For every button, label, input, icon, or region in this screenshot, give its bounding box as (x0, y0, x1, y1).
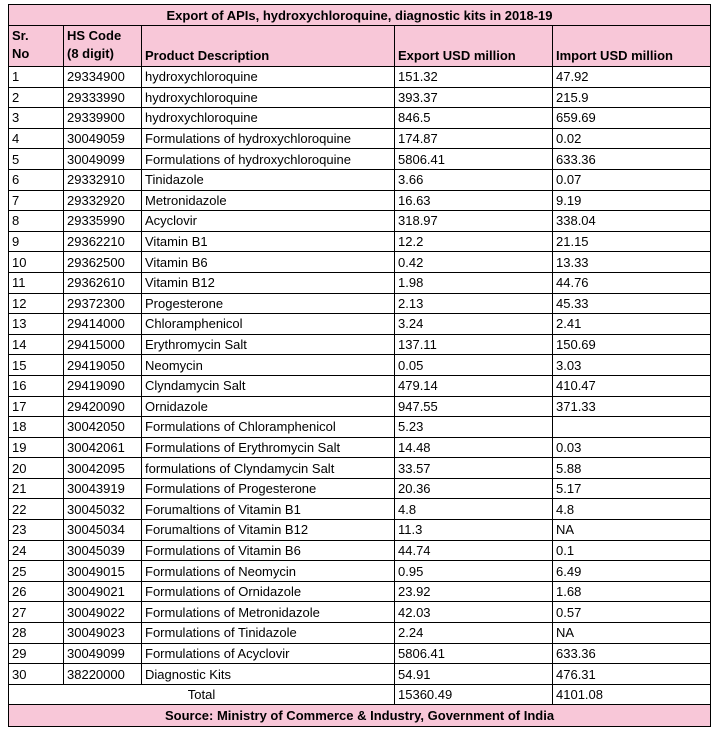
hs-code-cell: 29419050 (64, 355, 142, 376)
export-cell: 5.23 (395, 417, 553, 438)
export-cell: 846.5 (395, 108, 553, 129)
export-cell: 318.97 (395, 211, 553, 232)
table-body (9, 67, 711, 685)
product-cell: Progesterone (142, 293, 395, 314)
table-row (9, 293, 711, 314)
import-cell: 45.33 (553, 293, 711, 314)
hs-code-cell: 30049099 (64, 643, 142, 664)
header-hs-line1: HS Code (67, 28, 122, 43)
sr-cell: 2 (9, 87, 64, 108)
hs-code-cell: 29362210 (64, 231, 142, 252)
export-cell: 12.2 (395, 231, 553, 252)
product-cell: hydroxychloroquine (142, 87, 395, 108)
table-row (9, 499, 711, 520)
sr-cell: 13 (9, 314, 64, 335)
product-cell: Formulations of Neomycin (142, 561, 395, 582)
product-cell: Ornidazole (142, 396, 395, 417)
hs-code-cell: 29362610 (64, 272, 142, 293)
table-row (9, 334, 711, 355)
import-cell: 5.17 (553, 478, 711, 499)
table-row (9, 581, 711, 602)
sr-cell: 12 (9, 293, 64, 314)
product-cell: Formulations of Chloramphenicol (142, 417, 395, 438)
export-cell: 20.36 (395, 478, 553, 499)
table-row (9, 169, 711, 190)
product-cell: Formulations of Erythromycin Salt (142, 437, 395, 458)
export-cell: 5806.41 (395, 643, 553, 664)
product-cell: Forumaltions of Vitamin B1 (142, 499, 395, 520)
table-row (9, 190, 711, 211)
import-cell: 633.36 (553, 643, 711, 664)
product-cell: Formulations of hydroxychloroquine (142, 128, 395, 149)
hs-code-cell: 30045034 (64, 520, 142, 541)
hs-code-cell: 29332920 (64, 190, 142, 211)
product-cell: Formulations of Progesterone (142, 478, 395, 499)
import-cell: 9.19 (553, 190, 711, 211)
hs-code-cell: 30049023 (64, 623, 142, 644)
hs-code-cell: 30049099 (64, 149, 142, 170)
sr-cell: 11 (9, 272, 64, 293)
export-cell: 4.8 (395, 499, 553, 520)
import-cell: 2.41 (553, 314, 711, 335)
sr-cell: 17 (9, 396, 64, 417)
table-row (9, 643, 711, 664)
sr-cell: 20 (9, 458, 64, 479)
export-cell: 1.98 (395, 272, 553, 293)
import-cell: NA (553, 623, 711, 644)
import-cell: 338.04 (553, 211, 711, 232)
export-cell: 42.03 (395, 602, 553, 623)
product-cell: Formulations of Acyclovir (142, 643, 395, 664)
hs-code-cell: 30045032 (64, 499, 142, 520)
export-cell: 16.63 (395, 190, 553, 211)
hs-code-cell: 29419090 (64, 375, 142, 396)
import-cell: 13.33 (553, 252, 711, 273)
hs-code-cell: 29333990 (64, 87, 142, 108)
import-cell (553, 417, 711, 438)
sr-cell: 18 (9, 417, 64, 438)
product-cell: Neomycin (142, 355, 395, 376)
sr-cell: 24 (9, 540, 64, 561)
header-import: Import USD million (553, 26, 711, 67)
hs-code-cell: 30049021 (64, 581, 142, 602)
sr-cell: 29 (9, 643, 64, 664)
hs-code-cell: 29415000 (64, 334, 142, 355)
hs-code-cell: 29420090 (64, 396, 142, 417)
sr-cell: 10 (9, 252, 64, 273)
import-cell: 633.36 (553, 149, 711, 170)
export-cell: 5806.41 (395, 149, 553, 170)
import-cell: 0.03 (553, 437, 711, 458)
header-hs-code (64, 26, 142, 67)
hs-code-cell: 30049059 (64, 128, 142, 149)
hs-code-cell: 29332910 (64, 169, 142, 190)
product-cell: Chloramphenicol (142, 314, 395, 335)
table-row (9, 314, 711, 335)
header-product-description: Product Description (142, 26, 395, 67)
import-cell: 21.15 (553, 231, 711, 252)
product-cell: Forumaltions of Vitamin B12 (142, 520, 395, 541)
import-cell: 371.33 (553, 396, 711, 417)
table-row (9, 211, 711, 232)
total-import: 4101.08 (553, 684, 711, 705)
export-cell: 11.3 (395, 520, 553, 541)
import-cell: 215.9 (553, 87, 711, 108)
product-cell: Formulations of Metronidazole (142, 602, 395, 623)
hs-code-cell: 29362500 (64, 252, 142, 273)
sr-cell: 3 (9, 108, 64, 129)
product-cell: Erythromycin Salt (142, 334, 395, 355)
import-cell: 4.8 (553, 499, 711, 520)
sr-cell: 8 (9, 211, 64, 232)
table-container (8, 4, 710, 727)
export-cell: 174.87 (395, 128, 553, 149)
export-import-table (8, 4, 711, 727)
export-cell: 0.42 (395, 252, 553, 273)
sr-cell: 28 (9, 623, 64, 644)
export-cell: 137.11 (395, 334, 553, 355)
sr-cell: 19 (9, 437, 64, 458)
hs-code-cell: 30045039 (64, 540, 142, 561)
table-row (9, 149, 711, 170)
sr-cell: 21 (9, 478, 64, 499)
table-row (9, 561, 711, 582)
product-cell: Formulations of hydroxychloroquine (142, 149, 395, 170)
sr-cell: 23 (9, 520, 64, 541)
sr-cell: 9 (9, 231, 64, 252)
table-row (9, 664, 711, 685)
header-sr-no (9, 26, 64, 67)
export-cell: 23.92 (395, 581, 553, 602)
import-cell: 410.47 (553, 375, 711, 396)
sr-cell: 1 (9, 67, 64, 88)
import-cell: 44.76 (553, 272, 711, 293)
total-export: 15360.49 (395, 684, 553, 705)
total-label: Total (9, 684, 395, 705)
hs-code-cell: 29339900 (64, 108, 142, 129)
product-cell: Vitamin B1 (142, 231, 395, 252)
table-row (9, 67, 711, 88)
import-cell: 0.07 (553, 169, 711, 190)
product-cell: Formulations of Vitamin B6 (142, 540, 395, 561)
total-row (9, 684, 711, 705)
table-row (9, 478, 711, 499)
export-cell: 479.14 (395, 375, 553, 396)
sr-cell: 30 (9, 664, 64, 685)
hs-code-cell: 29372300 (64, 293, 142, 314)
table-row (9, 252, 711, 273)
product-cell: Clyndamycin Salt (142, 375, 395, 396)
import-cell: 0.02 (553, 128, 711, 149)
table-title: Export of APIs, hydroxychloroquine, diagnostic kits in 2018-19 (9, 5, 711, 26)
product-cell: Metronidazole (142, 190, 395, 211)
hs-code-cell: 30042061 (64, 437, 142, 458)
export-cell: 947.55 (395, 396, 553, 417)
hs-code-cell: 29414000 (64, 314, 142, 335)
product-cell: Acyclovir (142, 211, 395, 232)
export-cell: 33.57 (395, 458, 553, 479)
sr-cell: 14 (9, 334, 64, 355)
sr-cell: 4 (9, 128, 64, 149)
source-note: Source: Ministry of Commerce & Industry, Government of India (9, 705, 711, 727)
import-cell: 150.69 (553, 334, 711, 355)
hs-code-cell: 38220000 (64, 664, 142, 685)
table-row (9, 128, 711, 149)
hs-code-cell: 30049015 (64, 561, 142, 582)
sr-cell: 27 (9, 602, 64, 623)
export-cell: 151.32 (395, 67, 553, 88)
table-row (9, 87, 711, 108)
import-cell: 6.49 (553, 561, 711, 582)
import-cell: NA (553, 520, 711, 541)
header-sr-line2: No (12, 46, 30, 61)
table-row (9, 355, 711, 376)
export-cell: 2.24 (395, 623, 553, 644)
table-row (9, 437, 711, 458)
product-cell: Diagnostic Kits (142, 664, 395, 685)
table-row (9, 272, 711, 293)
header-hs-line2: (8 digit) (67, 46, 114, 61)
export-cell: 54.91 (395, 664, 553, 685)
hs-code-cell: 29334900 (64, 67, 142, 88)
import-cell: 47.92 (553, 67, 711, 88)
import-cell: 476.31 (553, 664, 711, 685)
product-cell: hydroxychloroquine (142, 108, 395, 129)
table-row (9, 108, 711, 129)
export-cell: 0.95 (395, 561, 553, 582)
hs-code-cell: 30043919 (64, 478, 142, 499)
import-cell: 1.68 (553, 581, 711, 602)
table-row (9, 602, 711, 623)
table-row (9, 375, 711, 396)
sr-cell: 26 (9, 581, 64, 602)
hs-code-cell: 30049022 (64, 602, 142, 623)
table-row (9, 540, 711, 561)
sr-cell: 6 (9, 169, 64, 190)
export-cell: 14.48 (395, 437, 553, 458)
sr-cell: 7 (9, 190, 64, 211)
table-row (9, 623, 711, 644)
product-cell: formulations of Clyndamycin Salt (142, 458, 395, 479)
sr-cell: 25 (9, 561, 64, 582)
sr-cell: 16 (9, 375, 64, 396)
product-cell: Vitamin B12 (142, 272, 395, 293)
export-cell: 0.05 (395, 355, 553, 376)
sr-cell: 15 (9, 355, 64, 376)
import-cell: 5.88 (553, 458, 711, 479)
import-cell: 659.69 (553, 108, 711, 129)
table-row (9, 231, 711, 252)
table-row (9, 417, 711, 438)
header-sr-line1: Sr. (12, 28, 29, 43)
header-export: Export USD million (395, 26, 553, 67)
product-cell: Tinidazole (142, 169, 395, 190)
sr-cell: 5 (9, 149, 64, 170)
import-cell: 0.57 (553, 602, 711, 623)
table-row (9, 396, 711, 417)
export-cell: 3.66 (395, 169, 553, 190)
product-cell: Formulations of Tinidazole (142, 623, 395, 644)
product-cell: Vitamin B6 (142, 252, 395, 273)
table-row (9, 458, 711, 479)
export-cell: 2.13 (395, 293, 553, 314)
hs-code-cell: 30042050 (64, 417, 142, 438)
export-cell: 44.74 (395, 540, 553, 561)
import-cell: 3.03 (553, 355, 711, 376)
export-cell: 393.37 (395, 87, 553, 108)
product-cell: hydroxychloroquine (142, 67, 395, 88)
import-cell: 0.1 (553, 540, 711, 561)
product-cell: Formulations of Ornidazole (142, 581, 395, 602)
sr-cell: 22 (9, 499, 64, 520)
hs-code-cell: 30042095 (64, 458, 142, 479)
hs-code-cell: 29335990 (64, 211, 142, 232)
export-cell: 3.24 (395, 314, 553, 335)
table-row (9, 520, 711, 541)
